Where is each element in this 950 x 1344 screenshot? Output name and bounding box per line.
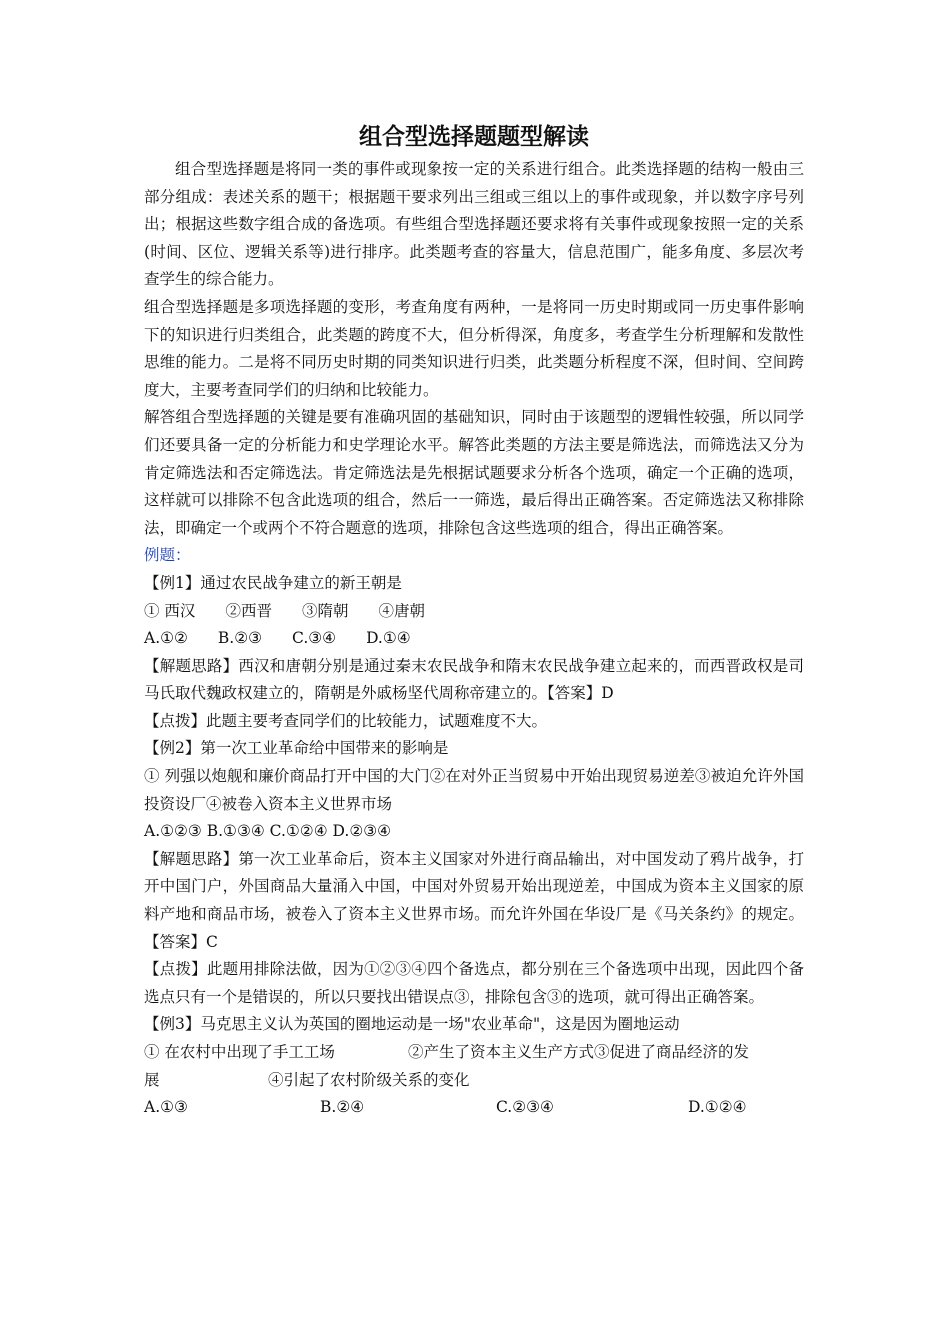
example3-question: 【例3】马克思主义认为英国的圈地运动是一场"农业革命"，这是因为圈地运动	[144, 1015, 680, 1034]
intro-paragraph: 组合型选择题是将同一类的事件或现象按一定的关系进行组合。此类选择题的结构一般由三部分组成：表述关系的题干；根据题干要求列出三组或三组以上的事件或现象，并以数字序号列出；根据这些数字组合成的备选项。有些组合型选择题还要求将有关事件或现象按照一定的关系(时间、区位、逻辑关系等)进行排序。此类题考查的容量大，信息范围广，能多角度、多层次考查学生的综合能力。	[144, 160, 804, 289]
example2-tip: 【点拨】此题用排除法做，因为①②③④四个备选点，都分别在三个备选项中出现，因此四个备选点只有一个是错误的，所以只要找出错误点③，排除包含③的选项，就可得出正确答案。	[144, 960, 804, 1006]
example2-question: 【例2】第一次工业革命给中国带来的影响是	[144, 739, 449, 758]
example2-items: ① 列强以炮舰和廉价商品打开中国的大门②在对外正当贸易中开始出现贸易逆差③被迫允许外国投资设厂④被卷入资本主义世界市场	[144, 767, 804, 813]
example3-item: ②产生了资本主义生产方式③促进了商品经济的发	[408, 1043, 750, 1061]
example1-item: ②西晋	[225, 601, 272, 620]
example1-option: A.①②	[144, 629, 188, 648]
example3-option: D.①②④	[688, 1098, 747, 1117]
method-paragraph: 解答组合型选择题的关键是要有准确巩固的基础知识，同时由于该题型的逻辑性较强，所以同学们还要具备一定的分析能力和史学理论水平。解答此类题的方法主要是筛选法，而筛选法又分为肯定筛选法和否定筛选法。肯定筛选法是先根据试题要求分析各个选项，确定一个正确的选项，这样就可以排除不包含此选项的组合，然后一一筛选，最后得出正确答案。否定筛选法又称排除法，即确定一个或两个不符合题意的选项，排除包含这些选项的组合，得出正确答案。	[144, 408, 804, 537]
example1-options	[144, 625, 804, 653]
example1-tip: 【点拨】此题主要考查同学们的比较能力，试题难度不大。	[144, 711, 548, 730]
example3-option: C.②③④	[496, 1098, 554, 1117]
example3-item: ④引起了农村阶级关系的变化	[268, 1070, 470, 1089]
example1-option: B.②③	[217, 629, 263, 648]
example2-options: A.①②③ B.①③④ C.①②④ D.②③④	[144, 822, 392, 841]
example3-items-row1	[144, 1039, 804, 1067]
example3-option: B.②④	[320, 1098, 365, 1117]
example1-option: C.③④	[292, 629, 337, 648]
example1-analysis: 【解题思路】西汉和唐朝分别是通过秦末农民战争和隋末农民战争建立起来的，而西晋政权是司马氏取代魏政权建立的，隋朝是外戚杨坚代周称帝建立的。【答案】D	[144, 656, 804, 703]
example1-items	[144, 598, 804, 626]
example3-options	[144, 1094, 804, 1122]
example3-item-cont: 展	[144, 1070, 160, 1089]
document-title: 组合型选择题题型解读	[359, 123, 589, 150]
document-page	[144, 120, 804, 1122]
example1-item: ④唐朝	[378, 601, 425, 620]
examples-heading: 例题：	[144, 546, 191, 565]
types-paragraph: 组合型选择题是多项选择题的变形，考查角度有两种，一是将同一历史时期或同一历史事件影响下的知识进行归类组合，此类题的跨度不大，但分析得深，角度多，考查学生分析理解和发散性思维的能力。二是将不同历史时期的同类知识进行归类，此类题分析程度不深，但时间、空间跨度大，主要考查同学们的归纳和比较能力。	[144, 297, 804, 399]
example2-analysis: 【解题思路】第一次工业革命后，资本主义国家对外进行商品输出，对中国发动了鸦片战争，打开中国门户，外国商品大量涌入中国，中国对外贸易开始出现逆差，中国成为资本主义国家的原料产地和商品市场，被卷入了资本主义世界市场。而允许外国在华设厂是《马关条约》的规定。【答案】C	[144, 849, 804, 951]
example1-item: ① 西汉	[144, 601, 196, 620]
example3-item: ① 在农村中出现了手工工场	[144, 1043, 335, 1061]
example1-question: 【例1】通过农民战争建立的新王朝是	[144, 573, 402, 592]
example1-option: D.①④	[366, 629, 411, 648]
example3-option: A.①③	[144, 1098, 188, 1117]
example1-item: ③隋朝	[301, 601, 349, 620]
example3-items-row2	[144, 1067, 804, 1095]
